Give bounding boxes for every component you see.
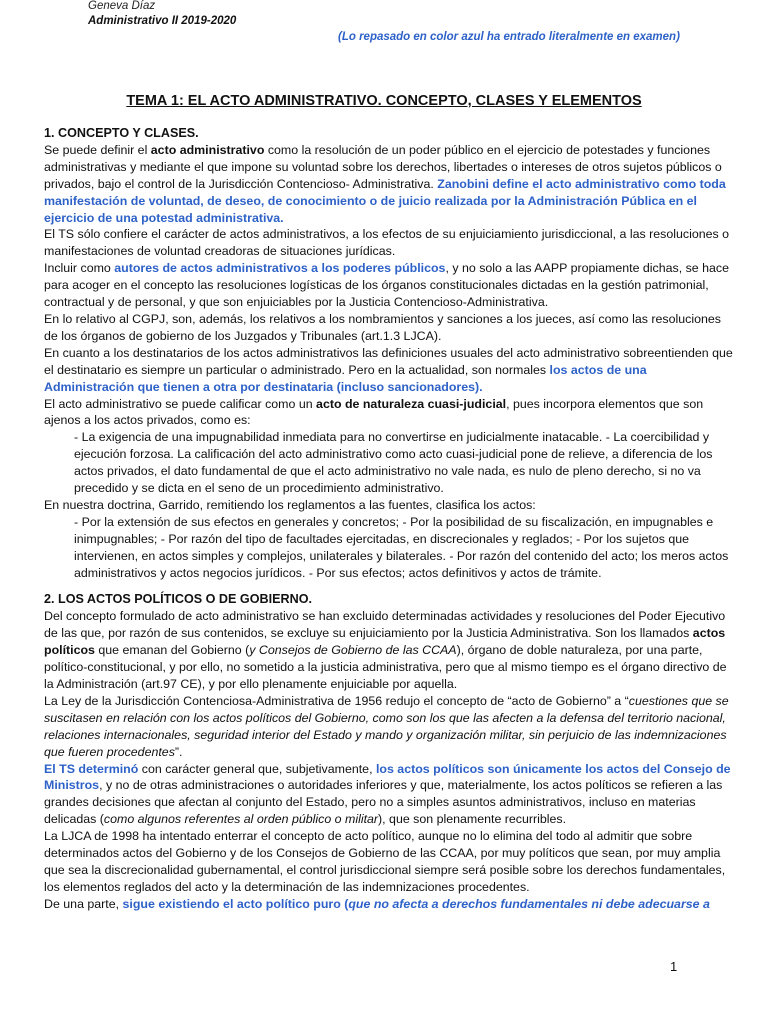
exam-highlight-italic: que no afecta a derechos fundamentales ni debe adecuarse a [348, 896, 710, 911]
exam-highlight: sigue existiendo el acto político puro ( [122, 896, 349, 911]
exam-highlight: autores de actos administrativos a los poderes públicos [114, 261, 446, 276]
text-run: , y no solo a las AAPP propiamente dichas, se hace para acoger en el concepto las resoluciones logísticas de los órganos constitucionales dictadas en la gestión patrimonial, contractual y de personal, y que son enjuiciables por la Justicia Contencioso-Administrativa. [44, 261, 730, 310]
italic-text: como algunos referentes al orden público o militar [103, 812, 379, 827]
text-run: , pues incorpora elementos que son ajenos a los actos privados, como es: [44, 396, 704, 428]
text-run: Se puede definir el [44, 142, 151, 157]
paragraph: La LJCA de 1998 ha intentado enterrar el concepto de acto político, aunque no lo elimina del todo al admitir que sobre determinados actos del Gobierno y de los Consejos de Gobierno de las CCAA, por muy políticos que sean, por muy amplia que sea la discrecionalidad gubernamental, el control jurisdiccional siempre será posible sobre los derechos fundamentales, los elementos reglados del acto y la determinación de las indemnizaciones procedentes. [44, 829, 726, 894]
paragraph: El TS sólo confiere el carácter de actos administrativos, a los efectos de su enjuiciamiento jurisdiccional, a las resoluciones o manifestaciones de voluntad creadoras de situaciones jurídicas. [44, 227, 730, 259]
text-run: con carácter general que, subjetivamente, [138, 761, 376, 776]
indented-paragraph: - La exigencia de una impugnabilidad inmediata para no convertirse en judicialmente inatacable. - La coercibilidad y ejecución forzosa. La calificación del acto administrativo como acto cuasi-judicial pone de relieve, a diferencia de los actos privados, el dato fundamental de que el acto administrativo no vale nada, es nulo de pleno derecho, si no va precedido y se dicta en el seno de un procedimiento administrativo. [74, 430, 713, 496]
paragraph [44, 345, 734, 396]
paragraph [44, 896, 734, 913]
paragraph [44, 608, 734, 693]
page-number: 1 [670, 959, 678, 974]
section-1-heading: 1. CONCEPTO Y CLASES. [44, 126, 199, 140]
text-run: ), órgano de doble naturaleza, por una parte, político-constitucional, y por ello, no sometido a la justicia administrativa, pero que al mismo tiempo es el órgano directivo de la Administración (art.97 CE), y por ello plenamente enjuiciable por aquella. [44, 643, 727, 691]
document-title: TEMA 1: EL ACTO ADMINISTRATIVO. CONCEPTO, CLASES Y ELEMENTOS [126, 93, 642, 109]
text-run: Incluir como [44, 261, 115, 276]
exam-highlight: los actos políticos son únicamente los actos del Consejo de Ministros [44, 761, 731, 793]
paragraph [44, 693, 734, 761]
exam-highlight: Zanobini define el acto administrativo como toda manifestación de voluntad, de deseo, de conocimiento o de juicio realizada por la Administración Pública en el ejercicio de una potestad administrativa. [44, 176, 726, 225]
italic-text: y Consejos de Gobierno de las CCAA [249, 643, 457, 658]
paragraph [44, 761, 734, 829]
document-body [44, 125, 734, 913]
text-run: , y no de otras administraciones o autoridades inferiores y que, materialmente, los actos políticos se refieren a las grandes decisiones que afectan al conjunto del Estado, pero no a simples asuntos administrativos, incluso en materias delicadas ( [44, 778, 723, 827]
text-run: La Ley de la Jurisdicción Contenciosa-Administrativa de 1956 redujo el concepto de “acto de Gobierno” a “ [44, 693, 629, 708]
section-2-heading: 2. LOS ACTOS POLÍTICOS O DE GOBIERNO. [44, 592, 312, 607]
italic-quote: cuestiones que se suscitasen en relación con los actos políticos del Gobierno, como son los que las afecten a la defensa del territorio nacional, relaciones internacionales, seguridad interior del Estado y mando y organización militar, sin perjuicio de las indemnizaciones que fueren procedentes [44, 693, 729, 759]
paragraph [44, 142, 734, 227]
text-run: ”. [174, 744, 183, 759]
header-note: (Lo repasado en color azul ha entrado literalmente en examen) [338, 31, 680, 43]
indented-paragraph: - Por la extensión de sus efectos en generales y concretos; - Por la posibilidad de su fiscalización, en impugnables e inimpugnables; - Por razón del tipo de facultades ejercitadas, en discrecionales y reglados; - Por los sujetos que intervienen, en actos simples y complejos, unilaterales y bilaterales. - Por razón del contenido del acto; los meros actos administrativos y actos negocios jurídicos. - Por sus efectos; actos definitivos y actos de trámite. [74, 514, 729, 580]
bold-term: actos políticos [44, 626, 726, 658]
text-run: Del concepto formulado de acto administrativo se han excluido determinadas actividades y resoluciones del Poder Ejecutivo de las que, por razón de sus contenidos, se excluye su enjuiciamiento por la Justicia Administrativa. Son los llamados [44, 609, 726, 641]
exam-highlight: los actos de una Administración que tienen a otra por destinataria (incluso sancionadores). [44, 362, 647, 394]
text-run: De una parte, [44, 896, 123, 911]
paragraph [44, 396, 734, 430]
paragraph: En nuestra doctrina, Garrido, remitiendo los reglamentos a las fuentes, clasifica los actos: [44, 497, 536, 512]
paragraph [44, 260, 734, 311]
exam-highlight: El TS determinó [44, 761, 139, 776]
text-run: como la resolución de un poder público en el ejercicio de potestades y funciones administrativas y mediante el que impone su voluntad sobre los derechos, libertades o intereses de otros sujetos públicos o privados, bajo el control de la Jurisdicción Contencioso- Administrativa. [44, 142, 722, 191]
header-author: Geneva Díaz [88, 0, 156, 12]
text-run: En cuanto a los destinatarios de los actos administrativos las definiciones usuales del acto administrativo sobreentienden que el destinatario es siempre un particular o administrado. Pero en la actualidad, son normales [44, 345, 733, 377]
text-run: que emanan del Gobierno ( [94, 643, 250, 658]
bold-term: acto de naturaleza cuasi-judicial [316, 396, 507, 411]
bold-term: acto administrativo [150, 142, 265, 157]
text-run: ), que son plenamente recurribles. [378, 812, 567, 827]
paragraph: En lo relativo al CGPJ, son, además, los relativos a los nombramientos y sanciones a los jueces, así como las resoluciones de los órganos de gobierno de los Juzgados y Tribunales (art.1.3 LJCA). [44, 311, 721, 343]
text-run: El acto administrativo se puede calificar como un [44, 396, 317, 411]
header-course: Administrativo II 2019-2020 [88, 15, 237, 27]
